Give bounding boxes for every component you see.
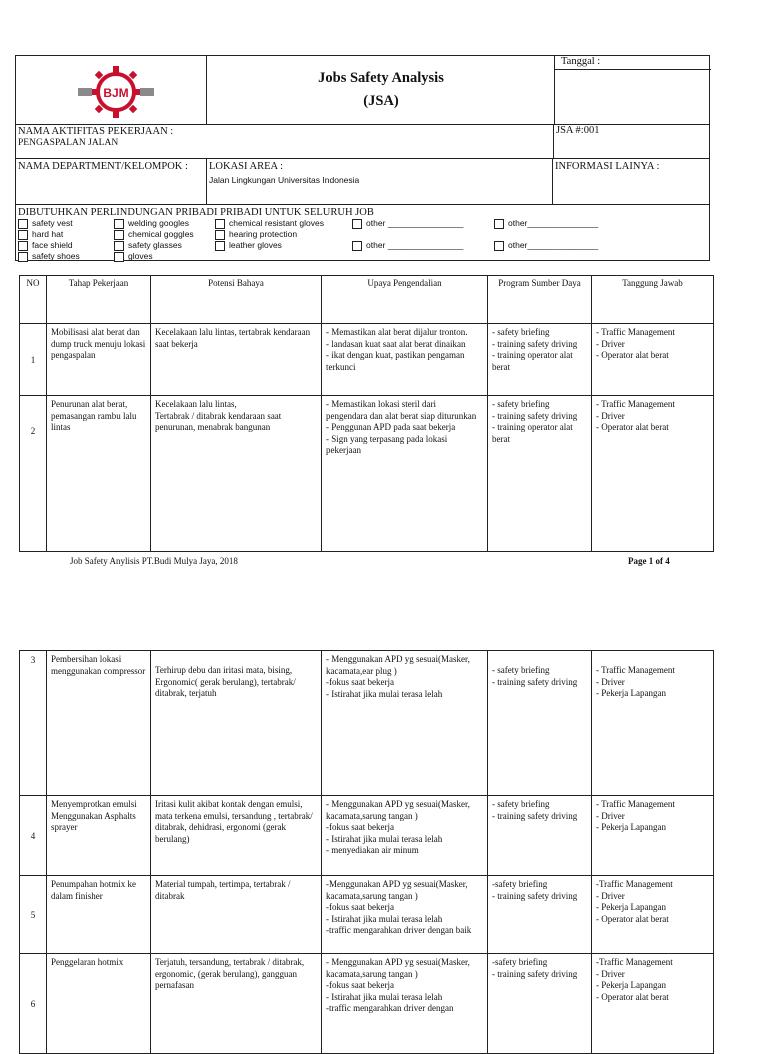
row-no: 4 [20, 796, 47, 876]
checkbox-icon [114, 241, 124, 251]
col-header-upaya: Upaya Pengendalian [322, 276, 488, 324]
ppe-label: other_______________ [508, 240, 599, 250]
ppe-label: other ________________ [366, 240, 464, 250]
row-bahaya: Iritasi kulit akibat kontak dengan emulsi, mata terkena emulsi, tersandung , tertabrak/ ditabrak, dehidrasi, ergonomi (gerak berulang) [151, 796, 322, 876]
other-info-label: INFORMASI LAINYA : [555, 161, 660, 172]
row-upaya: - Menggunakan APD yg sesuai(Masker, kacamata,ear plug ) -fokus saat bekerja - Istirahat jika mulai terasa lelah [322, 651, 488, 796]
ppe-other-4[interactable] [494, 240, 598, 252]
checkbox-icon [494, 241, 504, 251]
row-bahaya: Material tumpah, tertimpa, tertabrak / ditabrak [151, 876, 322, 954]
checkbox-icon [352, 241, 362, 251]
checkbox-icon [114, 219, 124, 229]
row-tanggung: -Traffic Management - Driver - Pekerja Lapangan - Operator alat berat [592, 954, 714, 1054]
row-program: - safety briefing - training safety driving - training operator alat berat [488, 324, 592, 396]
row-no: 5 [20, 876, 47, 954]
ppe-gloves[interactable] [114, 251, 153, 263]
table-row [20, 876, 714, 954]
row-no: 6 [20, 954, 47, 1054]
row-tahap: Pembersihan lokasi menggunakan compressor [47, 651, 151, 796]
activity-row [15, 124, 710, 159]
tanggal-cell [554, 56, 710, 124]
ppe-label: leather gloves [229, 240, 282, 250]
ppe-block [15, 204, 710, 261]
footer-page-number: Page 1 of 4 [628, 556, 670, 566]
ppe-label: hearing protection [229, 229, 298, 239]
row-upaya: - Menggunakan APD yg sesuai(Masker, kacamata,sarung tangan ) -fokus saat bekerja - Istirahat jika mulai terasa lelah -traffic mengarahkan driver dengan [322, 954, 488, 1054]
table-row [20, 796, 714, 876]
row-bahaya: Kecelakaan lalu lintas, Tertabrak / ditabrak kendaraan saat penurunan, menabrak bangunan [151, 396, 322, 552]
ppe-label: safety glasses [128, 240, 182, 250]
table-header-row [20, 276, 714, 324]
ppe-label: face shield [32, 240, 73, 250]
row-no: 2 [20, 396, 47, 552]
document-page-2 [0, 590, 768, 1024]
col-header-bahaya: Potensi Bahaya [151, 276, 322, 324]
row-tahap: Penurunan alat berat, pemasangan rambu lalu lintas [47, 396, 151, 552]
activity-value: PENGASPALAN JALAN [18, 138, 119, 148]
document-title [208, 70, 554, 110]
row-tahap: Mobilisasi alat berat dan dump truck menuju lokasi pengaspalan [47, 324, 151, 396]
row-tanggung: -Traffic Management - Driver - Pekerja Lapangan - Operator alat berat [592, 876, 714, 954]
ppe-label: safety vest [32, 218, 73, 228]
checkbox-icon [352, 219, 362, 229]
row-upaya: -Menggunakan APD yg sesuai(Masker, kacamata,sarung tangan ) -fokus saat bekerja - Istirahat jika mulai terasa lelah -traffic mengarahkan driver dengan baik [322, 876, 488, 954]
table-row [20, 396, 714, 552]
ppe-label: safety shoes [32, 251, 80, 261]
row-program: - safety briefing - training safety driving [488, 796, 592, 876]
row-tanggung: - Traffic Management - Driver - Operator alat berat [592, 324, 714, 396]
ppe-label: gloves [128, 251, 153, 261]
ppe-other-3[interactable] [494, 218, 598, 230]
department-label: NAMA DEPARTMENT/KELOMPOK : [18, 161, 188, 172]
col-header-program: Program Sumber Daya [488, 276, 592, 324]
ppe-heading: DIBUTUHKAN PERLINDUNGAN PRIBADI PRIBADI UNTUK SELURUH JOB [18, 207, 374, 218]
row-program: - safety briefing - training safety driving [488, 651, 592, 796]
row-bahaya: Terjatuh, tersandung, tertabrak / ditabrak, ergonomic, (gerak berulang), gangguan pernafasan [151, 954, 322, 1054]
checkbox-icon [18, 241, 28, 251]
row-tanggung: - Traffic Management - Driver - Pekerja Lapangan [592, 651, 714, 796]
row-program: - safety briefing - training safety driving - training operator alat berat [488, 396, 592, 552]
checkbox-icon [18, 230, 28, 240]
ppe-label: other_______________ [508, 218, 599, 228]
checkbox-icon [215, 241, 225, 251]
row-program: -safety briefing - training safety driving [488, 876, 592, 954]
col-header-tanggung: Tanggung Jawab [592, 276, 714, 324]
ppe-other-2[interactable] [352, 240, 463, 252]
table-row [20, 324, 714, 396]
location-value: Jalan Lingkungan Universitas Indonesia [209, 175, 360, 185]
row-tanggung: - Traffic Management - Driver - Operator alat berat [592, 396, 714, 552]
ppe-label: chemical resistant gloves [229, 218, 324, 228]
header-block [15, 55, 710, 125]
checkbox-icon [114, 230, 124, 240]
ppe-label: hard hat [32, 229, 64, 239]
row-upaya: - Memastikan alat berat dijalur tronton. - landasan kuat saat alat berat dinaikan - ikat dengan kuat, pastikan pengaman terkunci [322, 324, 488, 396]
department-row [15, 158, 710, 205]
jsa-table-page-2 [19, 650, 714, 1054]
ppe-label: other ________________ [366, 218, 464, 228]
row-tanggung: - Traffic Management - Driver - Pekerja Lapangan [592, 796, 714, 876]
checkbox-icon [215, 219, 225, 229]
col-header-tahap: Tahap Pekerjaan [47, 276, 151, 324]
table-row [20, 954, 714, 1054]
ppe-other-1[interactable] [352, 218, 463, 230]
row-bahaya: Kecelakaan lalu lintas, tertabrak kendaraan saat bekerja [151, 324, 322, 396]
footer-left: Job Safety Anylisis PT.Budi Mulya Jaya, 2018 [70, 556, 238, 566]
row-no: 1 [20, 324, 47, 396]
logo-text: BJM [103, 86, 129, 100]
logo-cell [16, 56, 207, 124]
row-bahaya: Terhirup debu dan iritasi mata, bising, Ergonomic( gerak berulang), tertabrak/ ditabrak, terjatuh [151, 651, 322, 796]
ppe-safety-shoes[interactable] [18, 251, 80, 263]
row-tahap: Penumpahan hotmix ke dalam finisher [47, 876, 151, 954]
activity-label: NAMA AKTIFITAS PEKERJAAN : [18, 126, 174, 137]
row-no: 3 [20, 651, 47, 796]
location-cell [206, 159, 553, 204]
ppe-leather-gloves[interactable] [215, 240, 282, 252]
col-header-no: NO [20, 276, 47, 324]
checkbox-icon [114, 252, 124, 262]
title-line-2: (JSA) [363, 93, 399, 109]
title-line-1: Jobs Safety Analysis [318, 70, 444, 86]
location-label: LOKASI AREA : [209, 161, 284, 172]
tanggal-label: Tanggal : [555, 56, 711, 70]
row-tahap: Penggelaran hotmix [47, 954, 151, 1054]
ppe-label: chemical goggles [128, 229, 194, 239]
row-program: -safety briefing - training safety driving [488, 954, 592, 1054]
checkbox-icon [494, 219, 504, 229]
jsa-number: JSA #:001 [553, 125, 710, 158]
checkbox-icon [18, 219, 28, 229]
company-logo-icon [76, 64, 156, 120]
row-upaya: - Memastikan lokasi steril dari pengendara dan alat berat siap diturunkan - Penggunan APD pada saat bekerja - Sign yang terpasang pada lokasi pekerjaan [322, 396, 488, 552]
checkbox-icon [215, 230, 225, 240]
row-upaya: - Menggunakan APD yg sesuai(Masker, kacamata,sarung tangan ) -fokus saat bekerja - Istirahat jika mulai terasa lelah - menyediakan air minum [322, 796, 488, 876]
ppe-label: welding googles [128, 218, 189, 228]
checkbox-icon [18, 252, 28, 262]
row-tahap: Menyemprotkan emulsi Menggunakan Asphalts sprayer [47, 796, 151, 876]
table-row [20, 651, 714, 796]
jsa-table-page-1 [19, 275, 714, 552]
